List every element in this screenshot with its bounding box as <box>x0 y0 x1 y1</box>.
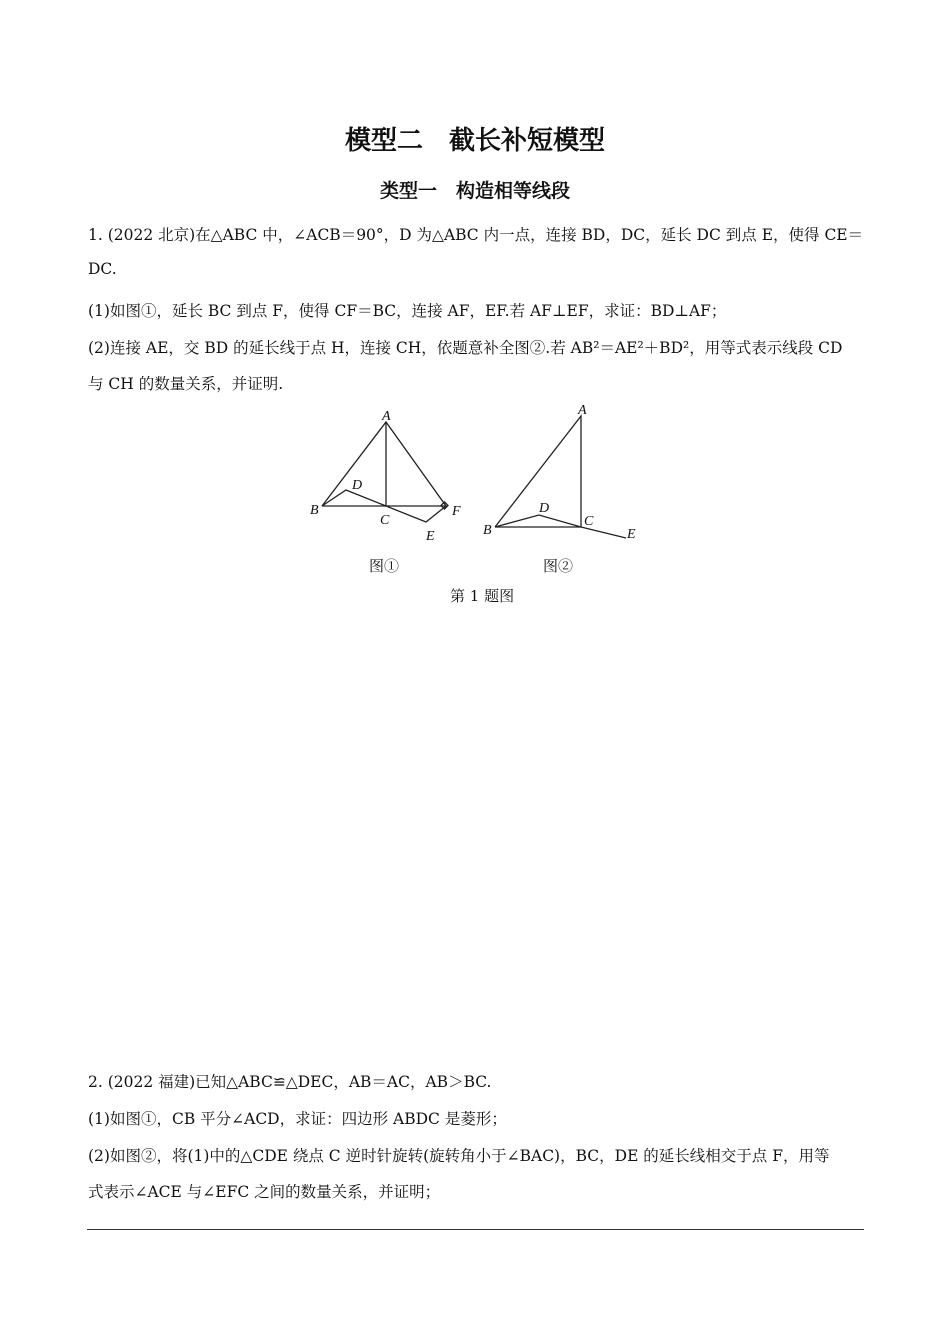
fig2-label-D: D <box>539 501 550 516</box>
q1-line-1: 1. (2022 北京)在△ABC 中，∠ACB＝90°，D 为△ABC 内一点，连接 BD，DC，延长 DC 到点 E，使得 CE＝ <box>88 226 864 244</box>
q1-part2-line1: (2)连接 AE，交 BD 的延长线于点 H，连接 CH，依题意补全图②.若 AB²＝AE²＋BD²，用等式表示线段 CD <box>88 339 843 357</box>
q2-line-1: 2. (2022 福建)已知△ABC≌△DEC，AB＝AC，AB＞BC. <box>88 1073 492 1091</box>
figure-1-diagram <box>322 422 448 522</box>
fig2-label-C: C <box>584 514 594 529</box>
fig1-label-F: F <box>452 504 461 519</box>
fig2-label-A: A <box>578 403 587 418</box>
fig1-label-C: C <box>380 513 390 528</box>
q2-part2-line1: (2)如图②，将(1)中的△CDE 绕点 C 逆时针旋转(旋转角小于∠BAC)，BC，DE 的延长线相交于点 F，用等 <box>88 1147 830 1165</box>
fig2-label-B: B <box>483 523 492 538</box>
q1-part1: (1)如图①，延长 BC 到点 F，使得 CF＝BC，连接 AF，EF.若 AF⊥EF，求证：BD⊥AF； <box>88 302 727 320</box>
bottom-divider <box>87 1229 864 1230</box>
figure-caption: 第 1 题图 <box>450 587 515 605</box>
fig1-caption: 图① <box>369 557 400 575</box>
section-subtitle: 类型一 构造相等线段 <box>379 180 570 202</box>
fig2-caption: 图② <box>543 557 574 575</box>
page-title: 模型二 截长补短模型 <box>344 126 605 156</box>
fig1-label-D: D <box>352 478 363 493</box>
q2-part2-line2: 式表示∠ACE 与∠EFC 之间的数量关系，并证明； <box>88 1183 441 1201</box>
fig1-label-B: B <box>310 503 319 518</box>
fig1-label-E: E <box>426 529 435 544</box>
q1-part2-line2: 与 CH 的数量关系，并证明. <box>88 375 284 393</box>
fig2-label-E: E <box>627 527 636 542</box>
fig1-label-A: A <box>382 409 391 424</box>
q1-figure <box>0 0 950 620</box>
q1-line-2: DC. <box>88 260 117 278</box>
figure-2-diagram <box>495 416 626 538</box>
q2-part1: (1)如图①，CB 平分∠ACD，求证：四边形 ABDC 是菱形； <box>88 1110 507 1128</box>
